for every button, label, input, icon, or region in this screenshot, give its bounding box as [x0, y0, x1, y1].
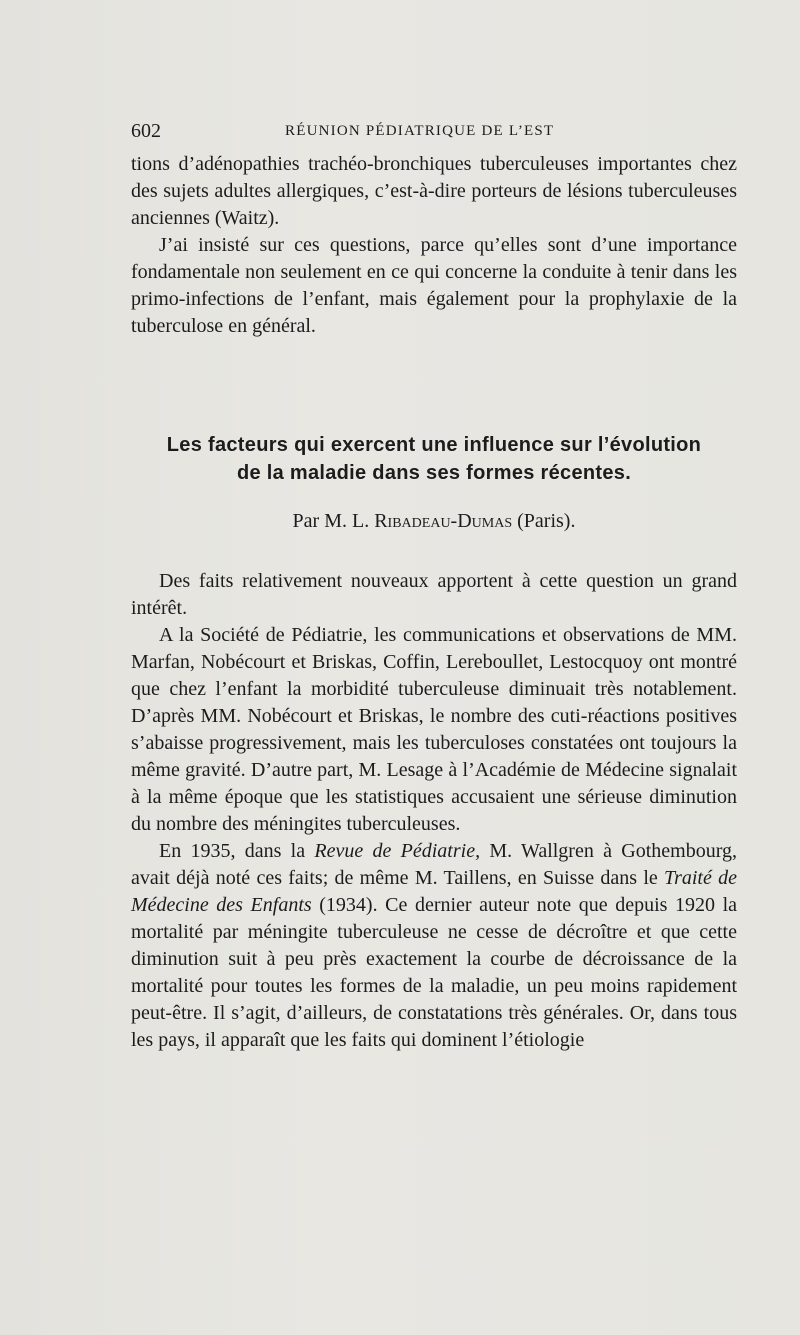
running-head: RÉUNION PÉDIATRIQUE DE L’EST: [285, 123, 555, 139]
article-title: [131, 431, 737, 487]
intro-paragraph-1: tions d’adénopathies trachéo-bronchiques tuberculeuses importantes chez des sujets adultes allergiques, c’est-à-dire porteurs de lésions tuberculeuses anciennes (Waitz).: [131, 153, 737, 229]
article-title-line-1: Les facteurs qui exercent une influence sur l’évolution: [166, 434, 702, 456]
intro-text: [131, 151, 737, 340]
page-header: [131, 120, 737, 148]
article-paragraph-2: A la Société de Pédiatrie, les communications et observations de MM. Marfan, Nobécourt et Briskas, Coffin, Lereboullet, Lestocquoy ont montré que chez l’enfant la morbidité tuberculeuse diminuait très notablement. D’après MM. Nobécourt et Briskas, le nombre des cuti-réactions positives s’abaisse progressivement, mais les tuberculoses constatées ont toujours la même gravité. D’autre part, M. Lesage à l’Académie de Médecine signalait à la même époque que les statistiques accusaient une sérieuse diminution du nombre des méningites tuberculeuses.: [131, 624, 737, 835]
article-paragraph-1: Des faits relativement nouveaux apportent à cette question un grand intérêt.: [131, 570, 737, 619]
paragraph-3-part-c: (1934). Ce dernier auteur note que depuis 1920 la mortalité par méningite tuberculeuse ne cesse de décroître et que cette diminution suit à peu près exactement la courbe de décroissance de la mortalité pour toutes les formes de la maladie, un peu moins rapidement peut-être. Il s’agit, d’ailleurs, de constatations très générales. Or, dans tous les pays, il apparaît que les faits qui dominent l’étiologie: [131, 894, 738, 1051]
author-name: Ribadeau-Dumas: [374, 510, 513, 532]
article-body: [131, 568, 737, 1054]
journal-title: Revue de Pédiatrie,: [314, 840, 481, 862]
article-paragraph-3: [131, 838, 737, 1054]
byline-suffix: (Paris).: [517, 510, 576, 532]
paragraph-3-part-a: En 1935, dans la: [159, 840, 315, 862]
byline-prefix: Par M. L.: [292, 510, 370, 532]
page-number: 602: [131, 120, 161, 142]
book-title: Traité de Médecine des Enfants: [131, 867, 737, 916]
article-title-line-2: de la maladie dans ses formes récentes.: [236, 462, 632, 484]
article-byline: [131, 510, 737, 533]
intro-paragraph-2: J’ai insisté sur ces questions, parce qu’elles sont d’une importance fondamentale non seulement en ce qui concerne la conduite à tenir dans les primo-infections de l’enfant, mais également pour la prophylaxie de la tuberculose en général.: [131, 234, 737, 337]
paragraph-3-part-b: M. Wallgren à Gothembourg, avait déjà noté ces faits; de même M. Taillens, en Suisse dans le: [131, 840, 737, 889]
